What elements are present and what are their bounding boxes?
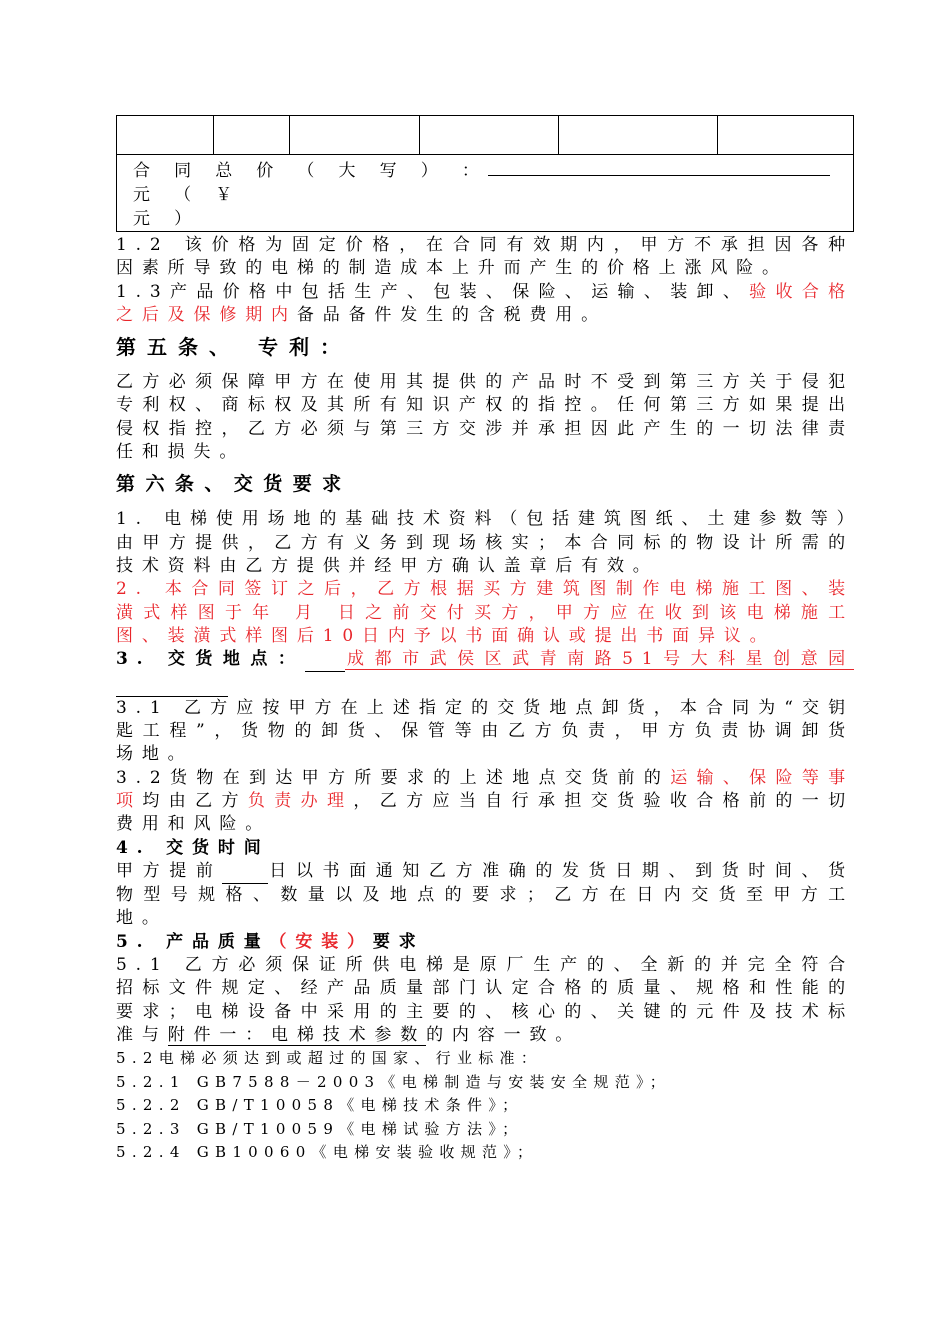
attachment-reference: 附件一：电梯技术参数 (167, 1024, 427, 1045)
address-blank-lead (305, 648, 345, 672)
item-3-label: 3. 交货地点： (116, 649, 306, 670)
days-blank (222, 860, 268, 884)
clause-1-3-highlight: 验收合格之后及保修期内 (116, 281, 854, 325)
table-cell (718, 116, 854, 155)
total-unit: 元 （ ￥ (133, 185, 242, 205)
total-label: 合 同 总 价 （ 大 写 ） ： (133, 161, 489, 181)
item-5-1 (116, 954, 854, 1047)
standard-1: 5.2.1 GB7588－2003《电梯制造与安装安全规范》； (116, 1072, 672, 1091)
item-5-2: 5.2电梯必须达到或超过的国家、行业标准： (116, 1049, 543, 1068)
item-5-title-highlight: （安装） (269, 931, 373, 952)
total-tail: 元 ） (133, 209, 201, 229)
clause-1-3-tail: 备品备件发生的含税费用。 (296, 304, 607, 325)
item-3-2-text-2: 均由乙方 (142, 790, 248, 811)
price-table (116, 115, 854, 232)
item-4-tail: 日以书面通知乙方准确的发货日期、到货时间、货物型号规格、数量以及地点的要求；乙方在日内交货至甲方工地。 (116, 860, 854, 929)
total-amount-blank (488, 159, 830, 176)
standard-4: 5.2.4 GB10060《电梯安装验收规范》； (116, 1143, 539, 1162)
item-3-2-highlight-1: 运输、保险等事项 (116, 767, 854, 811)
item-3-2-highlight-2: 负责办理 (247, 790, 354, 811)
contract-total-cell (117, 155, 854, 232)
address-blank-tail (116, 672, 228, 696)
item-3-1: 3.1 乙方应按甲方在上述指定的交货地点卸货，本合同为“交钥匙工程”，货物的卸货、保管等由乙方负责，甲方负责协调卸货场地。 (116, 697, 854, 765)
item-5-1-text: 5.1 乙方必须保证所供电梯是原厂生产的、全新的并完全符合招标文件规定、经产品质量部门认定合格的质量、规格和性能的要求；电梯设备中采用的主要的、核心的、关键的元件及技术标准与 (116, 955, 854, 1045)
table-row-total (117, 155, 854, 232)
item-5-1-tail: 的内容一致。 (426, 1024, 582, 1045)
table-row (117, 116, 854, 155)
table-cell (559, 116, 718, 155)
clause-1-3-text: 1.3产品价格中包括生产、包装、保险、运输、装卸、 (116, 281, 750, 302)
table-cell (117, 116, 214, 155)
delivery-address: 成都市武侯区武青南路51号大科星创意园 (345, 649, 854, 670)
item-4 (116, 860, 854, 931)
item-3-2-tail: ，乙方应当自行承担交货验收合格前的一切费用和风险。 (116, 790, 854, 835)
item-5-title (116, 931, 854, 954)
clause-1-3 (116, 281, 854, 328)
standard-2: 5.2.2 GB/T10058《电梯技术条件》； (116, 1096, 524, 1115)
table-cell (420, 116, 559, 155)
item-1: 1. 电梯使用场地的基础技术资料（包括建筑图纸、土建参数等）由甲方提供，乙方有义务到现场核实；本合同标的物设计所需的技术资料由乙方提供并经甲方确认盖章后有效。 (116, 509, 854, 576)
table-cell (214, 116, 290, 155)
standard-3: 5.2.3 GB/T10059《电梯试验方法》； (116, 1119, 524, 1138)
clause-1-2: 1.2 该价格为固定价格，在合同有效期内，甲方不承担因各种因素所导致的电梯的制造成本上升而产生的价格上涨风险。 (116, 235, 854, 279)
item-4-text: 甲方提前 (116, 860, 223, 881)
article-5-title: 第五条、 专利： (116, 335, 351, 360)
table-cell (290, 116, 420, 155)
item-5-title-text: 5. 产品质量 (116, 931, 270, 952)
document-page (116, 115, 854, 1165)
item-3-2-text: 3.2货物在到达甲方所要求的上述地点交货前的 (116, 767, 671, 788)
item-5-title-tail: 要求 (372, 931, 425, 952)
article-5-body: 乙方必须保障甲方在使用其提供的产品时不受到第三方关于侵犯专利权、商标权及其所有知识产权的指控。任何第三方如果提出侵权指控，乙方必须与第三方交涉并承担因此产生的一切法律责任和损失。 (116, 372, 854, 463)
item-3-2 (116, 767, 854, 837)
item-2: 2. 本合同签订之后，乙方根据买方建筑图制作电梯施工图、装潢式样图于年 月 日之前交付买方，甲方应在收到该电梯施工图、装潢式样图后10日内予以书面确认或提出书面异议。 (116, 579, 854, 646)
item-4-title: 4. 交货时间 (116, 837, 270, 858)
article-6-title: 第六条、交货要求 (116, 473, 352, 496)
item-3 (116, 648, 854, 697)
